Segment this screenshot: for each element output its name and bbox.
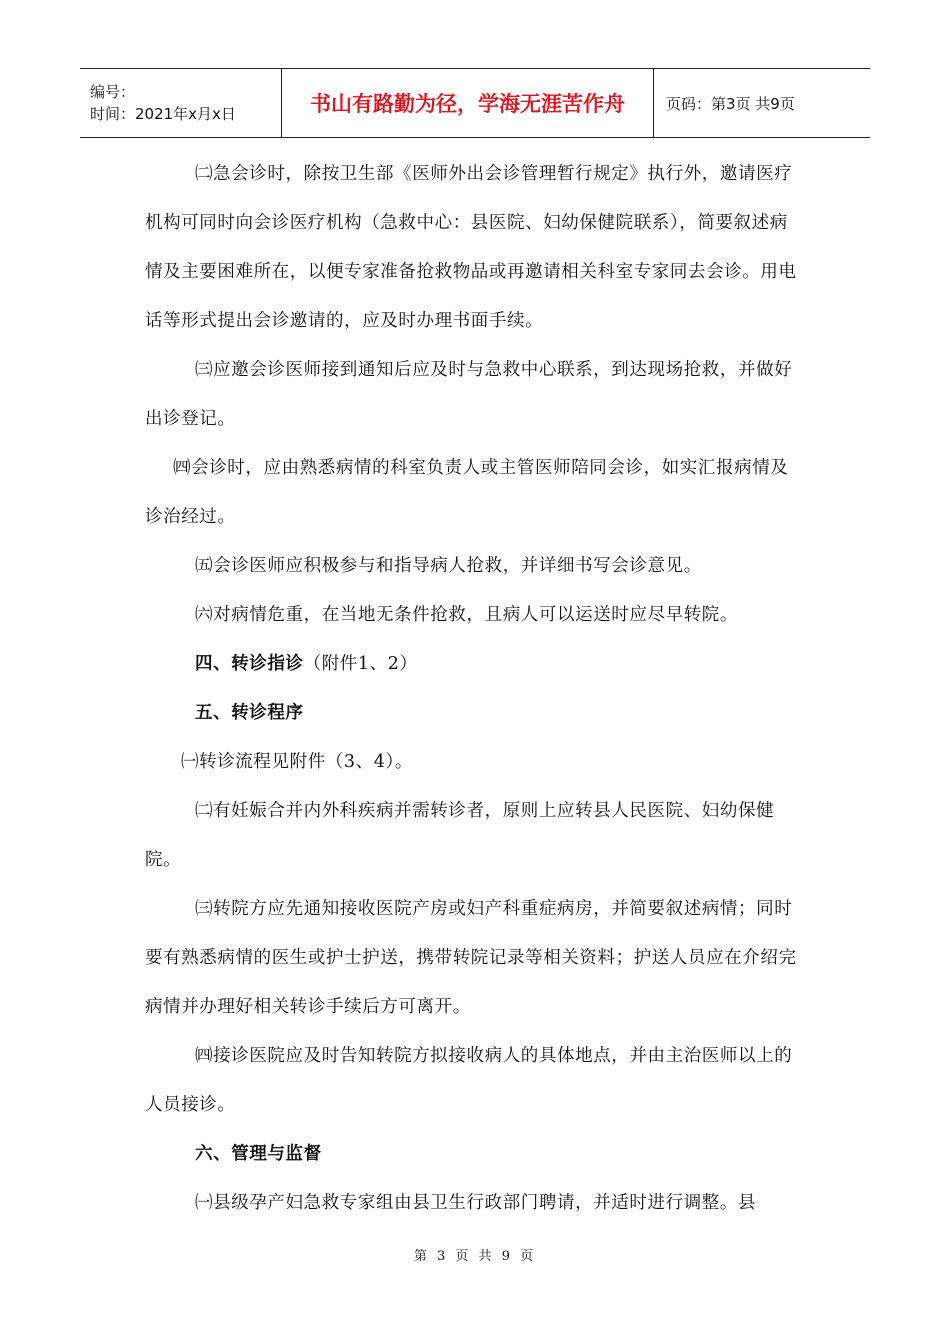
section-heading-6 [145,1130,805,1179]
paragraph: ㈡急会诊时，除按卫生部《医师外出会诊管理暂行规定》执行外，邀请医疗机构可同时向会诊医疗机构（急救中心：县医院、妇幼保健院联系），简要叙述病情及主要困难所在，以便专家准备抢救物品或再邀请相关科室专家同去会诊。用电话等形式提出会诊邀请的，应及时办理书面手续。 [145,164,797,331]
paragraph: ㈣会诊时，应由熟悉病情的科室负责人或主管医师陪同会诊，如实汇报病情及诊治经过。 [145,458,789,527]
section-note: （附件1、2） [303,654,418,674]
paragraph: ㈢转院方应先通知接收医院产房或妇产科重症病房，并简要叙述病情；同时要有熟悉病情的医生或护士护送，携带转院记录等相关资料；护送人员应在介绍完病情并办理好相关转诊手续后方可离开。 [145,899,797,1017]
section-heading-4 [145,640,805,689]
paragraph: ㈥对病情危重，在当地无条件抢救，且病人可以运送时应尽早转院。 [195,605,738,625]
section-title: 四、转诊指诊 [195,654,304,674]
section-title: 五、转诊程序 [195,703,304,723]
document-body [145,150,805,1228]
page-header [80,68,870,138]
page-footer: 第 3 页 共 9 页 [413,1249,537,1264]
motto-text: 书山有路勤为径，学海无涯苦作舟 [310,92,625,116]
section-title: 六、管理与监督 [195,1144,322,1164]
paragraph: ㈡有妊娠合并内外科疾病并需转诊者，原则上应转县人民医院、妇幼保健院。 [145,801,775,870]
header-motto [282,69,654,137]
page-info-text: 页码：第3页 共9页 [666,94,795,113]
header-meta [80,69,282,137]
paragraph: ㈠县级孕产妇急救专家组由县卫生行政部门聘请，并适时进行调整。县 [195,1193,757,1213]
paragraph: ㈠转诊流程见附件（3、4）。 [181,752,413,772]
paragraph: ㈤会诊医师应积极参与和指导病人抢救，并详细书写会诊意见。 [195,556,702,576]
header-page-info [654,69,870,137]
time-label: 时间：2021年x月x日 [90,105,236,123]
number-label: 编号： [90,83,136,101]
paragraph: ㈢应邀会诊医师接到通知后应及时与急救中心联系，到达现场抢救，并做好出诊登记。 [145,360,793,429]
paragraph: ㈣接诊医院应及时告知转院方拟接收病人的具体地点，并由主治医师以上的人员接诊。 [145,1046,793,1115]
section-heading-5 [145,689,805,738]
